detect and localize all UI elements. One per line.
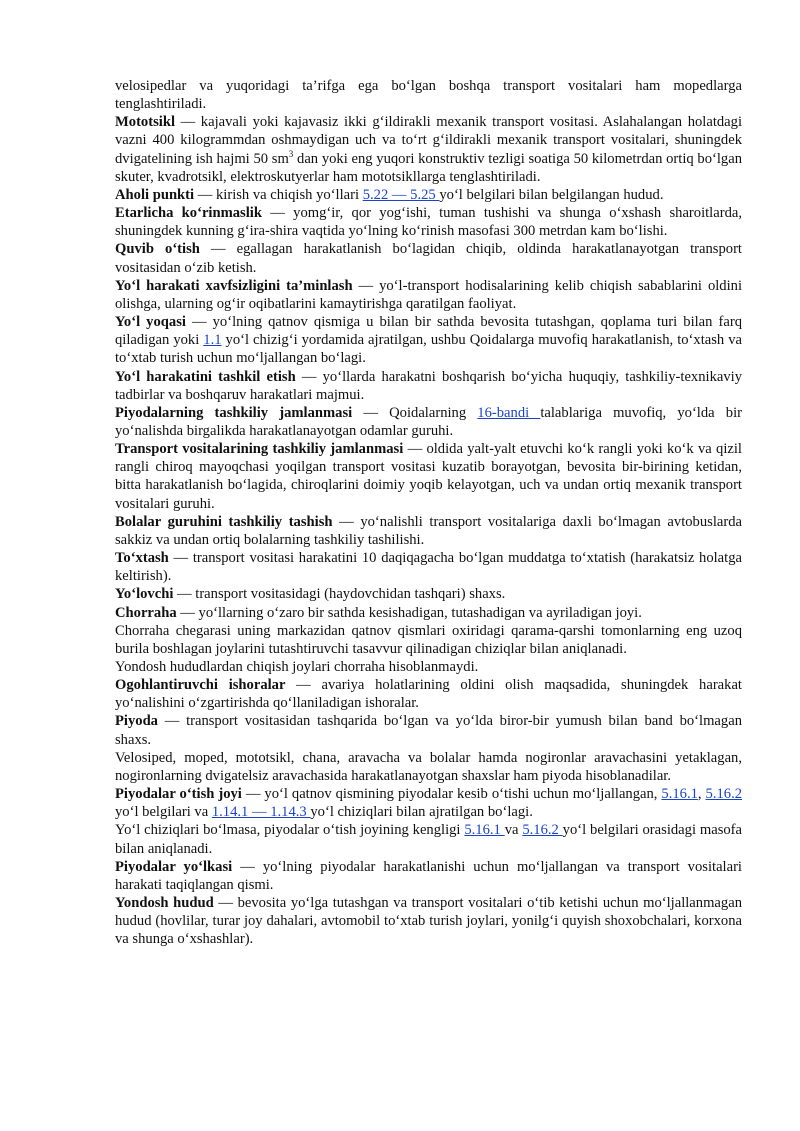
definition-text: — kajavali yoki kajavasiz ikki g‘ildirakli mexanik transport vositasi. Aslahalangan holatdagi vazni 400 kilogrammdan oshmaydigan uch va to‘rt g‘ildirakli mexanik transport vositalari, shuningdek dvigatelining ish hajmi 50 sm <box>115 114 742 167</box>
term: Piyodalarning tashkiliy jamlanmasi <box>115 404 353 421</box>
line-link[interactable]: 1.1 <box>203 332 222 349</box>
definition-text: — yo‘llarning o‘zaro bir sathda kesishadigan, tutashadigan va ayriladigan joyi. <box>176 604 642 621</box>
term: Piyodalar yo‘lkasi <box>115 858 233 875</box>
definition-text: — egallagan harakatlanish bo‘lagidan chiqib, oldinda harakatlanayotgan transport vositasidan o‘zib ketish. <box>115 241 742 276</box>
definition-ogohlantiruvchi-ishoralar <box>115 676 742 712</box>
definition-text: — yo‘llarda harakatni boshqarish bo‘yicha huquqiy, tashkiliy-texnikaviy tadbirlar va boshqaruv harakatlari majmui. <box>115 368 743 403</box>
paragraph <box>115 749 742 785</box>
term: Yo‘lovchi <box>115 586 174 603</box>
term: Chorraha <box>115 604 177 621</box>
sign-link[interactable]: 5.16.1 <box>661 786 698 803</box>
definition-text: — yomg‘ir, qor yog‘ishi, tuman tushishi va shunga o‘xshash sharoitlarda, shuningdek kunning g‘ira-shira vaqtida yo‘lning ko‘rinish masofasi 300 metrdan kam bo‘lishi. <box>115 205 742 240</box>
definition-text: — kirish va chiqish yo‘llari <box>194 186 363 203</box>
term: Yondosh hudud <box>115 895 214 912</box>
document-body <box>115 77 742 949</box>
section-link[interactable]: 16-bandi <box>477 404 541 421</box>
definition-quvib-otish <box>115 240 742 276</box>
sign-link[interactable]: 5.22 — 5.25 <box>362 186 440 203</box>
text: Chorraha chegarasi uning markazidan qatnov qismlari oxiridagi qarama-qarshi tomonlarning eng uzoq burila boshlagan joylarini tutashtiruvchi tasavvur qilinadigan chiziqlar bilan aniqlanadi. <box>115 622 742 657</box>
definition-yol-yoqasi <box>115 313 742 367</box>
definition-text: dan yoki eng yuqori konstruktiv tezligi soatiga 50 kilometrdan ortiq bo‘lgan skuter, kvadrotsikl, elektroskutyerlar ham mototsikllarga tenglashtiriladi. <box>115 150 742 185</box>
term: Piyoda <box>115 713 158 730</box>
paragraph <box>115 658 742 676</box>
definition-text: — yo‘nalishli transport vositalariga daxli bo‘lmagan avtobuslarda sakkiz va undan ortiq bolalarning tashkiliy tashilishi. <box>115 513 742 548</box>
sign-link[interactable]: 5.16.2 <box>705 786 743 803</box>
text: Velosiped, moped, mototsikl, chana, aravacha va bolalar hamda nogironlar aravachasini yetaklagan, nogironlarning dvigatelsiz aravachasida harakatlanayotgan shaxslar ham piyoda hisoblanadilar. <box>115 749 742 784</box>
definition-piyodalar-yolkasi <box>115 858 742 894</box>
definition-text: — oldida yalt-yalt etuvchi ko‘k rangli yoki ko‘k va qizil rangli chiroq mayoqchasi yoqilgan transport vositasi kuzatib borayotgan, bevosita bir-birining ketidan, bitta harakatlanish bo‘lagida, chiroqlarini doimiy yoqib kelayotgan, uch va undan ortiq mexanik transport vositalari guruhi. <box>115 441 742 512</box>
definition-xavfsizlik <box>115 277 742 313</box>
text: Yo‘l chiziqlari bo‘lmasa, piyodalar o‘tish joyining kengligi <box>115 822 465 839</box>
term: Etarlicha ko‘rinmaslik <box>115 205 262 222</box>
definition-harakatni-tashkil-etish <box>115 368 742 404</box>
paragraph <box>115 821 742 857</box>
term: Yo‘l yoqasi <box>115 314 186 331</box>
definition-piyoda <box>115 712 742 748</box>
term: To‘xtash <box>115 550 169 567</box>
definition-text: — yo‘l-transport hodisalarining kelib chiqish sabablarini oldini olishga, ularning og‘ir oqibatlarini kamaytirishga qaratilgan faoliyat. <box>115 277 742 312</box>
term: Ogohlantiruvchi ishoralar <box>115 677 286 694</box>
definition-text: — transport vositasidagi (haydovchidan tashqari) shaxs. <box>173 586 506 603</box>
term: Yo‘l harakatini tashkil etish <box>115 368 296 385</box>
paragraph <box>115 77 742 113</box>
definition-text: , <box>697 786 706 803</box>
definition-text: — Qoidalarning <box>352 404 478 421</box>
text: va <box>504 822 523 839</box>
paragraph <box>115 622 742 658</box>
definition-text: — transport vositasi harakatini 10 daqiqagacha bo‘lgan muddatga to‘xtatish (harakatsiz holatga keltirish). <box>115 550 742 585</box>
text: Yondosh hududlardan chiqish joylari chorraha hisoblanmaydi. <box>115 659 479 675</box>
definition-text: — transport vositasidan tashqarida bo‘lgan va yo‘lda biror-bir yumush bilan band bo‘lmagan shaxs. <box>115 713 742 748</box>
definition-text: — avariya holatlarining oldini olish maqsadida, shuningdek harakat yo‘nalishini o‘zgartirishda qo‘llaniladigan ishoralar. <box>115 677 742 712</box>
term: Aholi punkti <box>115 186 195 203</box>
definition-yondosh-hudud <box>115 894 742 948</box>
definition-chorraha <box>115 604 742 622</box>
term: Bolalar guruhini tashkiliy tashish <box>115 513 333 530</box>
term: Transport vositalarining tashkiliy jamlanmasi <box>115 441 404 458</box>
definition-etarlicha-korinmaslik <box>115 204 742 240</box>
sign-link[interactable]: 5.16.2 <box>522 822 563 839</box>
definition-yolovchi <box>115 585 742 603</box>
sign-link[interactable]: 5.16.1 <box>464 822 505 839</box>
term: Quvib o‘tish <box>115 241 200 258</box>
definition-text: talablariga muvofiq, yo‘lda bir yo‘nalishda birgalikda harakatlanayotgan odamlar guruhi. <box>115 404 743 439</box>
definition-text: yo‘l belgilari bilan belgilangan hudud. <box>439 186 664 203</box>
definition-text: — bevosita yo‘lga tutashgan va transport vositalari o‘tib ketishi uchun mo‘ljallanmagan hudud (hovlilar, turar joy dahalari, avtomobil to‘xtab turish joylari, yonilg‘i quyish shoxobchalari, korxona va shunga o‘xshashlar). <box>115 895 742 948</box>
definition-text: yo‘l belgilari va <box>115 804 212 821</box>
text: yo‘l belgilari orasidagi masofa bilan aniqlanadi. <box>115 822 743 857</box>
definition-text: yo‘l chizig‘i yordamida ajratilgan, ushbu Qoidalarga muvofiq harakatlanish, to‘xtash va to‘xtab turish uchun mo‘ljallangan bo‘lagi. <box>115 332 742 367</box>
superscript: 3 <box>288 148 294 159</box>
line-link[interactable]: 1.14.1 — 1.14.3 <box>211 804 311 821</box>
text: velosipedlar va yuqoridagi ta’rifga ega bo‘lgan boshqa transport vositalari ham mopedlarga tenglashtiriladi. <box>115 78 742 113</box>
definition-text: — yo‘l qatnov qismining piyodalar kesib o‘tishi uchun mo‘ljallangan, <box>241 786 662 803</box>
definition-text: — yo‘lning piyodalar harakatlanishi uchun mo‘ljallangan va transport vositalari harakati taqiqlangan qismi. <box>115 858 742 893</box>
term: Yo‘l harakati xavfsizligini ta’minlash <box>115 277 353 294</box>
definition-piyodalar-jamlanmasi <box>115 404 742 440</box>
definition-text: yo‘l chiziqlari bilan ajratilgan bo‘lagi. <box>310 804 533 821</box>
term: Mototsikl <box>115 114 175 131</box>
definition-aholi-punkti <box>115 186 742 204</box>
definition-transport-jamlanmasi <box>115 440 742 513</box>
definition-text: — yo‘lning qatnov qismiga u bilan bir sathda bevosita tutashgan, qoplama turi bilan farq qiladigan yoki <box>115 314 742 349</box>
definition-toxtash <box>115 549 742 585</box>
definition-bolalar-tashish <box>115 513 742 549</box>
definition-mototsikl <box>115 113 742 186</box>
term: Piyodalar o‘tish joyi <box>115 786 242 803</box>
definition-piyodalar-otish-joyi <box>115 785 742 821</box>
